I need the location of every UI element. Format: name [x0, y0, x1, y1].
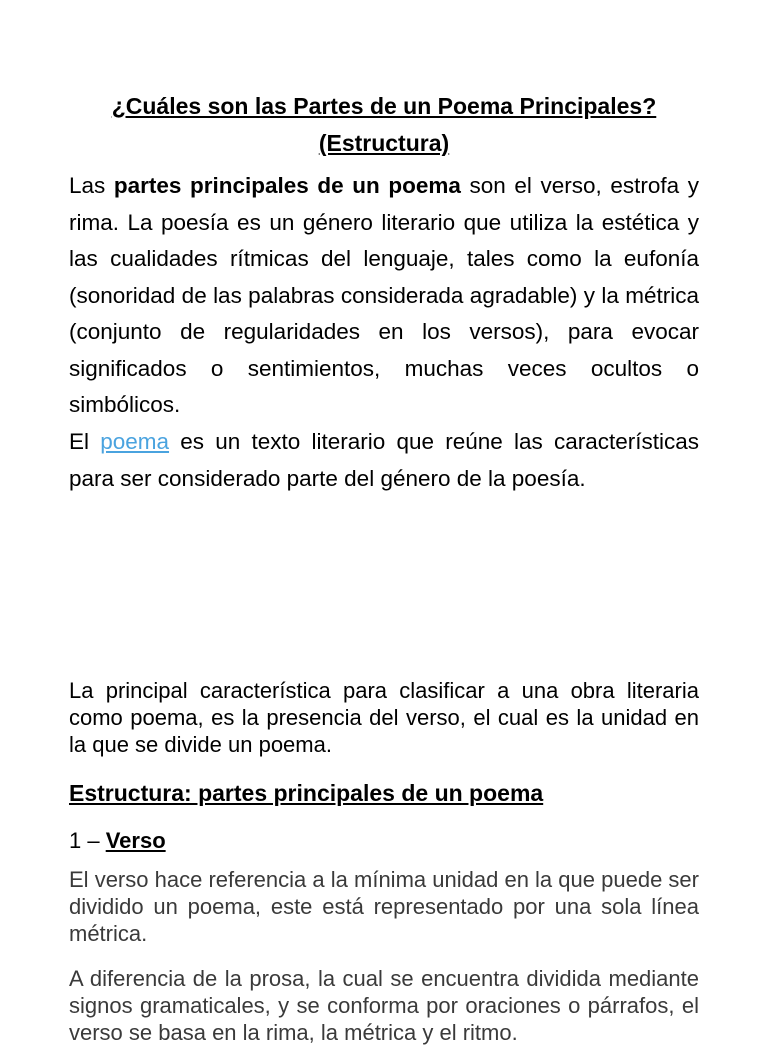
- page-subtitle: (Estructura): [318, 130, 450, 156]
- intro-paragraph: [69, 168, 699, 424]
- intro-text: son el verso, estrofa y rima. La poesía es un género literario que utiliza la estética y las cualidades rítmicas del lenguaje, tales como la eufonía (sonoridad de las palabras considerada agradable) y la métrica (conjunto de regularidades en los versos), para evocar significados o sentimientos, muchas veces ocultos o simbólicos.: [69, 173, 699, 417]
- item-verso-heading: [69, 826, 166, 856]
- poem-def-prefix: El: [69, 429, 101, 454]
- verso-definition-paragraph: El verso hace referencia a la mínima unidad en la que puede ser dividido un poema, este está representado por una sola línea métrica.: [69, 867, 699, 946]
- section-heading: Estructura: partes principales de un poema: [69, 780, 544, 806]
- poem-def-text: es un texto literario que reúne las características para ser considerado parte del género de la poesía.: [69, 429, 699, 491]
- poema-link[interactable]: poema: [100, 429, 170, 454]
- item-number: 1 –: [69, 828, 106, 853]
- characteristic-paragraph: La principal característica para clasificar a una obra literaria como poema, es la presencia del verso, el cual es la unidad en la que se divide un poema.: [69, 678, 699, 757]
- prosa-difference-paragraph: A diferencia de la prosa, la cual se encuentra dividida mediante signos gramaticales, y se conforma por oraciones o párrafos, el verso se basa en la rima, la métrica y el ritmo.: [69, 966, 699, 1045]
- item-label-verso: Verso: [105, 828, 166, 853]
- poem-definition-paragraph: [69, 424, 699, 497]
- page-title: ¿Cuáles son las Partes de un Poema Principales?: [111, 93, 657, 119]
- intro-prefix: Las: [69, 173, 114, 198]
- intro-bold-phrase: partes principales de un poema: [113, 173, 461, 198]
